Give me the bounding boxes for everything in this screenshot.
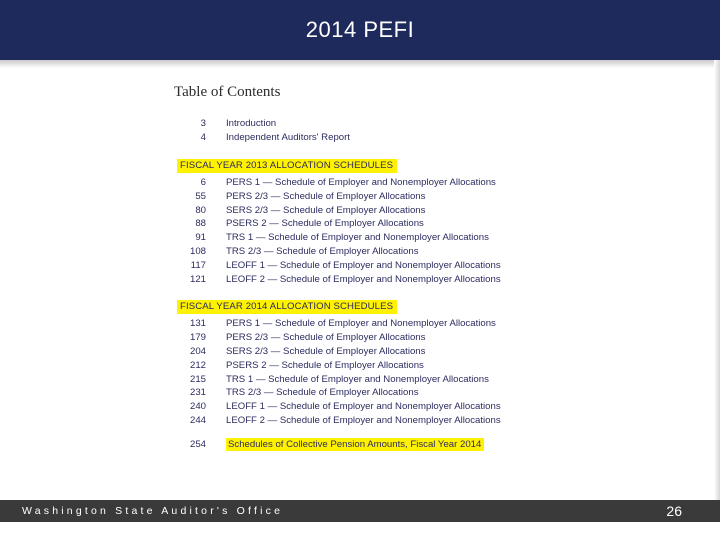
toc-entry-text: LEOFF 2 — Schedule of Employer and Nonemployer Allocations: [226, 414, 501, 426]
toc-entry: [174, 203, 514, 217]
toc-entry: [174, 117, 514, 131]
toc-entry: [174, 217, 514, 231]
toc-page-number: 6: [200, 176, 206, 188]
section-heading-fy2014: FISCAL YEAR 2014 ALLOCATION SCHEDULES: [177, 300, 397, 314]
toc-entry-highlighted: [174, 437, 514, 451]
toc-entry: [174, 176, 514, 190]
toc-entry-text: TRS 1 — Schedule of Employer and Nonemployer Allocations: [226, 373, 489, 385]
table-of-contents: [174, 84, 514, 451]
toc-page-number: 131: [189, 318, 206, 330]
toc-page-number: 88: [195, 218, 206, 230]
toc-entry: [174, 358, 514, 372]
toc-entry-text: Schedules of Collective Pension Amounts, Fiscal Year 2014: [226, 438, 484, 451]
toc-page-number: 4: [200, 132, 206, 144]
toc-entry: [174, 258, 514, 272]
toc-entry-text: PERS 1 — Schedule of Employer and Nonemployer Allocations: [226, 318, 496, 330]
toc-entry-text: LEOFF 2 — Schedule of Employer and Nonemployer Allocations: [226, 273, 501, 285]
toc-entry-text: PERS 2/3 — Schedule of Employer Allocations: [226, 332, 426, 344]
toc-entry-text: TRS 2/3 — Schedule of Employer Allocations: [226, 387, 419, 399]
toc-page-number: 91: [195, 232, 206, 244]
slide-header: [0, 0, 720, 60]
toc-entry: [174, 386, 514, 400]
toc-page-number: 80: [195, 204, 206, 216]
toc-page-number: 244: [189, 414, 206, 426]
toc-entry: [174, 372, 514, 386]
toc-entry-text: PERS 1 — Schedule of Employer and Nonemployer Allocations: [226, 176, 496, 188]
toc-page-number: 108: [189, 245, 206, 257]
toc-entry-text: Introduction: [226, 118, 277, 130]
toc-entry: [174, 345, 514, 359]
toc-entry-text: SERS 2/3 — Schedule of Employer Allocations: [226, 345, 426, 357]
toc-page-number: 204: [189, 345, 206, 357]
toc-page-number: 215: [189, 373, 206, 385]
toc-entry-text: LEOFF 1 — Schedule of Employer and Nonemployer Allocations: [226, 401, 501, 413]
toc-entry-text: PSERS 2 — Schedule of Employer Allocations: [226, 359, 424, 371]
section-heading-fy2013: FISCAL YEAR 2013 ALLOCATION SCHEDULES: [177, 159, 397, 173]
toc-page-number: 212: [189, 359, 206, 371]
toc-page-number: 121: [189, 273, 206, 285]
toc-page-number: 231: [189, 387, 206, 399]
header-shadow: [0, 60, 720, 68]
toc-page-number: 55: [195, 190, 206, 202]
toc-page-number: 3: [200, 118, 206, 130]
toc-page-number: 254: [189, 438, 206, 450]
toc-entry: [174, 317, 514, 331]
slide-footer: [0, 500, 720, 522]
toc-entry: [174, 400, 514, 414]
toc-entry: [174, 231, 514, 245]
toc-entry-text: TRS 1 — Schedule of Employer and Nonemployer Allocations: [226, 232, 489, 244]
right-edge-shade: [714, 60, 720, 500]
toc-heading: Table of Contents: [174, 84, 281, 100]
toc-entry: [174, 245, 514, 259]
toc-page-number: 240: [189, 401, 206, 413]
slide-page-number: 26: [666, 503, 682, 519]
toc-entry: [174, 331, 514, 345]
toc-entry-text: PSERS 2 — Schedule of Employer Allocations: [226, 218, 424, 230]
toc-entry: [174, 131, 514, 145]
toc-page-number: 179: [189, 332, 206, 344]
toc-entry: [174, 272, 514, 286]
toc-page-number: 117: [190, 259, 206, 271]
toc-entry-text: Independent Auditors' Report: [226, 132, 350, 144]
toc-entry: [174, 414, 514, 428]
toc-entry-text: PERS 2/3 — Schedule of Employer Allocations: [226, 190, 426, 202]
toc-entry-text: SERS 2/3 — Schedule of Employer Allocations: [226, 204, 426, 216]
footer-organization: Washington State Auditor's Office: [22, 505, 284, 517]
toc-entry: [174, 189, 514, 203]
toc-entry-text: LEOFF 1 — Schedule of Employer and Nonemployer Allocations: [226, 259, 501, 271]
toc-entry-text: TRS 2/3 — Schedule of Employer Allocations: [226, 245, 419, 257]
slide-title: 2014 PEFI: [305, 17, 415, 42]
